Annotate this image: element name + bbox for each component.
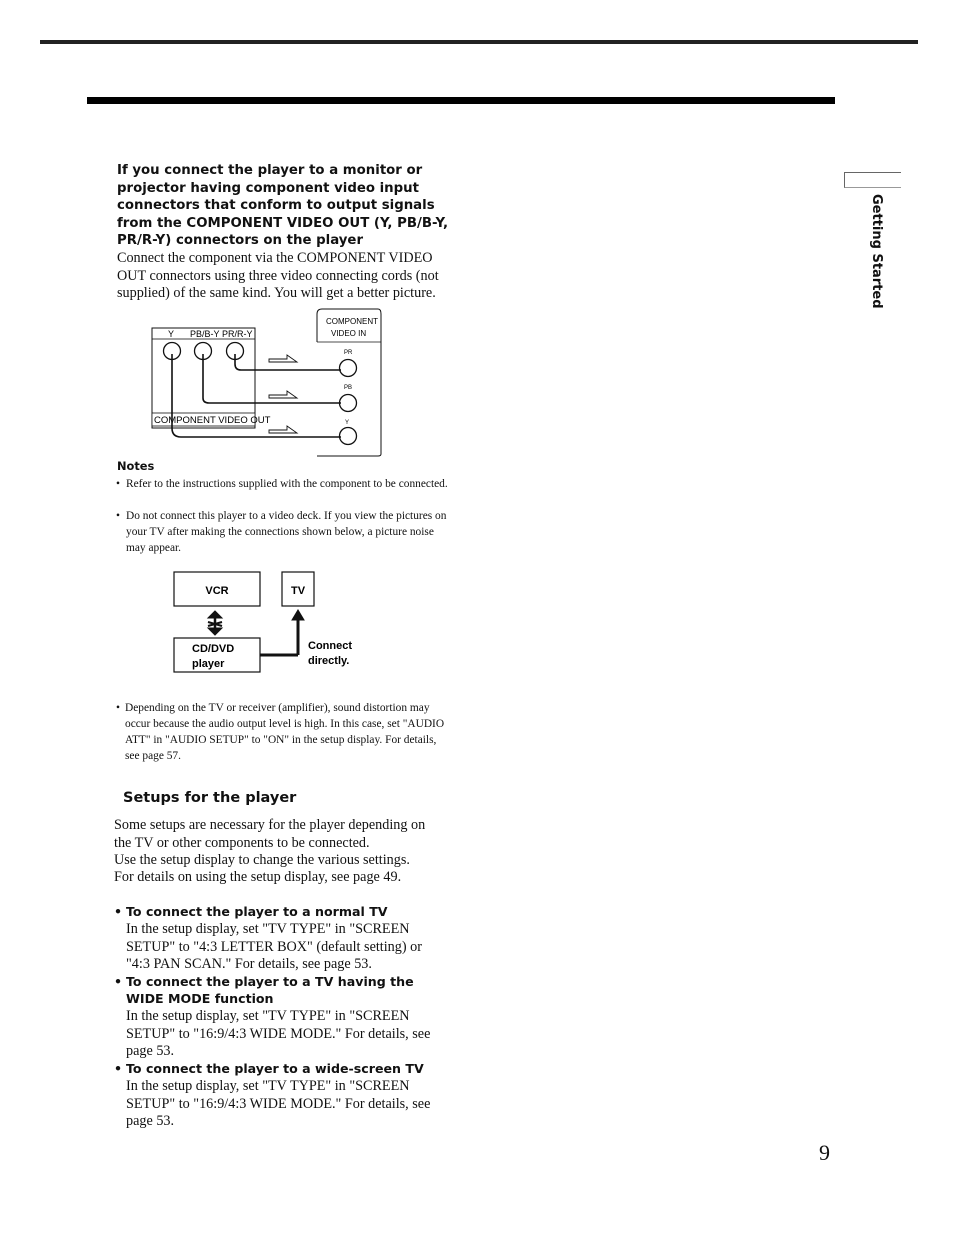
bullet-icon: • [116,478,120,490]
section-heading: If you connect the player to a monitor or projector having component video input connectors that conform to output signals from the COMPONENT VIDEO OUT (Y, PB/B-Y, PR/R-Y) connectors on the player [117,163,449,249]
setup-item-text: In the setup display, set "TV TYPE" in "SCREEN SETUP" to "4:3 LETTER BOX" (default setting) or "4:3 PAN SCAN." For details, see page 53. [126,921,422,973]
bullet-icon: • [114,904,123,919]
monitor-panel [317,309,381,456]
player-label-line2: player [192,658,225,670]
vcr-connection-diagram [168,568,368,678]
setup-item-text: In the setup display, set "TV TYPE" in "SCREEN SETUP" to "16:9/4:3 WIDE MODE." For details, see page 53. [126,1008,431,1060]
monitor-jack-pr: PR [344,350,353,356]
direct-connection-arrow [260,610,304,655]
setup-item-head: To connect the player to a TV having the WIDE MODE function [126,974,414,1006]
top-scan-rule [40,40,918,44]
connect-label-line1: Connect [308,640,352,652]
player-jack-label-y: Y [168,329,175,339]
setup-item-text: In the setup display, set "TV TYPE" in "SCREEN SETUP" to "16:9/4:3 WIDE MODE." For details, see page 53. [126,1078,431,1130]
setups-intro-1: Some setups are necessary for the player depending on the TV or other components to be connected. [114,817,426,851]
bullet-icon: • [116,702,120,714]
setups-title: Setups for the player [123,790,297,806]
side-tab [840,172,902,312]
header-rule [87,97,835,104]
setup-item-head: To connect the player to a normal TV [126,904,388,919]
bullet-icon: • [114,1061,123,1076]
player-jack-label-pb: PB/B-Y [190,329,220,339]
note-item: Refer to the instructions supplied with the component to be connected. [126,478,448,490]
audio-note: Depending on the TV or receiver (amplifier), sound distortion may occur because the audio output level is high. In this case, set "AUDIO ATT" in "AUDIO SETUP" to "ON" in the setup display. For details, see page 57. [125,702,445,762]
component-connection-diagram [145,306,390,462]
monitor-jack-pb: PB [344,385,353,391]
bullet-icon: • [116,510,120,522]
setups-intro-3: For details on using the setup display, see page 49. [114,869,402,885]
tv-label: TV [290,585,306,597]
monitor-title-1: COMPONENT [326,317,378,326]
monitor-jack-y: Y [345,420,350,426]
direction-arrows [269,355,297,433]
note-item: Do not connect this player to a video deck. If you view the pictures on your TV after making the connections shown below, a picture noise may appear. [126,510,447,554]
setup-item-head: To connect the player to a wide-screen TV [126,1061,424,1076]
bullet-icon: • [114,974,123,989]
player-panel [152,328,271,428]
section-body: Connect the component via the COMPONENT VIDEO OUT connectors using three video connecting cords (not supplied) of the same kind. You will get a better picture. [117,250,439,302]
player-label-line1: CD/DVD [192,643,235,655]
vcr-label: VCR [205,585,229,597]
side-tab-bracket [844,172,901,188]
player-panel-label: COMPONENT VIDEO OUT [154,415,271,426]
connect-label-line2: directly. [308,655,350,667]
no-connect-icon [208,611,222,635]
setups-intro-2: Use the setup display to change the various settings. [114,852,410,868]
side-tab-label: Getting Started [869,194,884,309]
monitor-title-2: VIDEO IN [331,329,367,338]
player-jack-label-pr: PR/R-Y [222,329,253,339]
page-number: 9 [819,1140,830,1165]
notes-title: Notes [117,459,155,473]
